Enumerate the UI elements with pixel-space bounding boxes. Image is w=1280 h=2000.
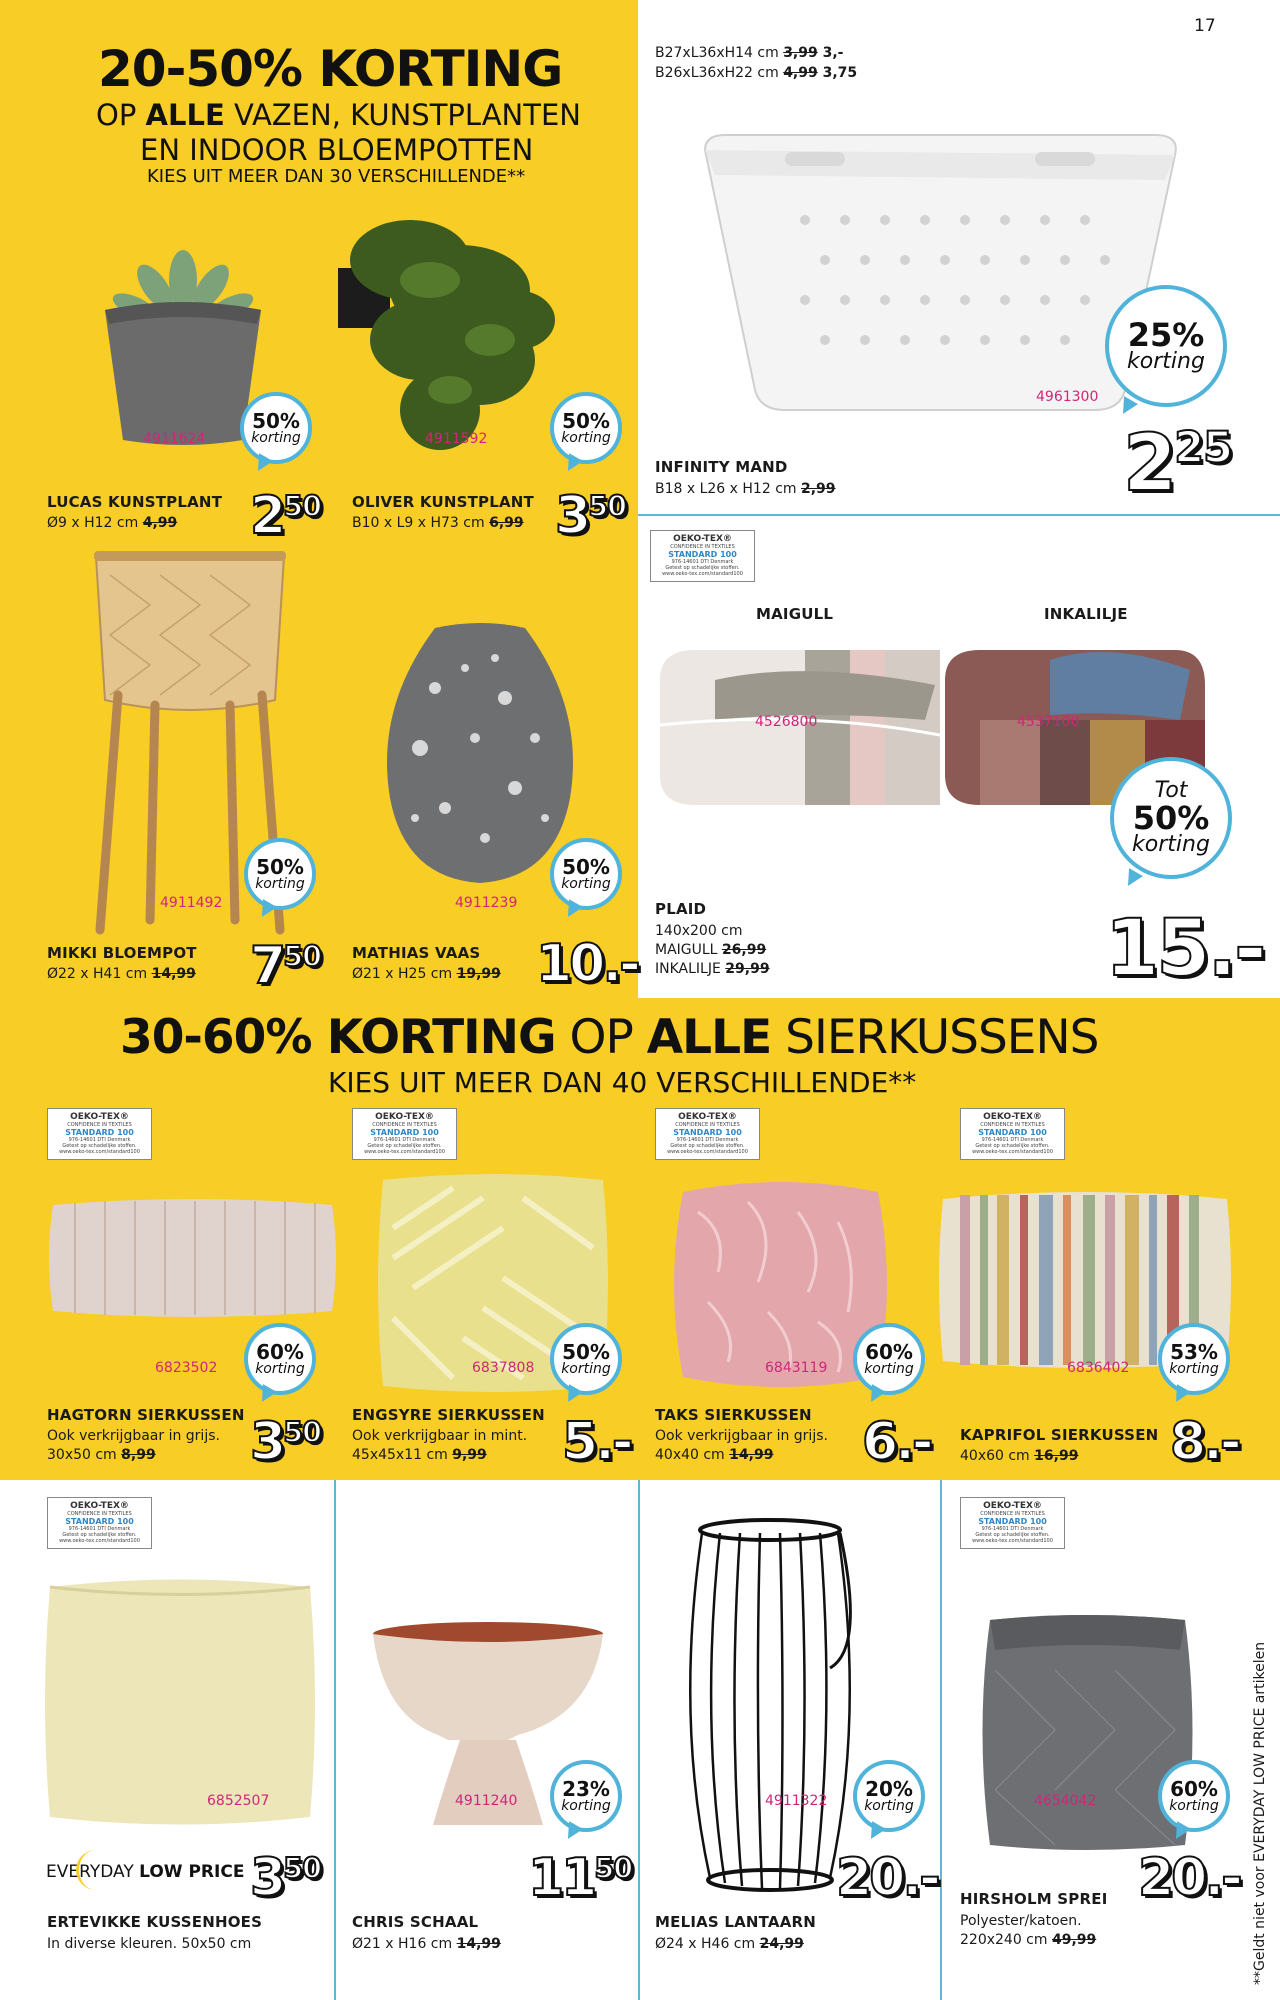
product-variant-price: MAIGULL 26,99 xyxy=(655,942,767,958)
price: $3^{50}$ xyxy=(250,1412,321,1472)
price: 10.- xyxy=(536,934,638,994)
discount-badge: Tot 50% korting xyxy=(1110,757,1232,879)
mathias-vase-image xyxy=(375,618,585,888)
article-number: 6823502 xyxy=(155,1360,218,1376)
price: 5.- xyxy=(562,1412,631,1472)
promo-note: KIES UIT MEER DAN 40 VERSCHILLENDE** xyxy=(328,1066,917,1099)
discount-badge: 60% korting xyxy=(1158,1760,1230,1832)
page-number: 17 xyxy=(1194,16,1216,36)
discount-badge: 50% korting xyxy=(240,392,312,464)
product-dims: Ø21 x H25 cm 19,99 xyxy=(352,966,501,982)
article-number: 6837808 xyxy=(472,1360,535,1376)
oeko-tex-label: OEKO-TEX® CONFIDENCE IN TEXTILES STANDARD 100 976-14601 DTI Denmark Getest op schadelijke stoffen. www.oeko-tex.com/standard100 xyxy=(352,1108,457,1160)
product-dims: 40x60 cm 16,99 xyxy=(960,1448,1079,1464)
melias-lantern-image xyxy=(680,1518,870,1898)
product-name: HIRSHOLM SPREI xyxy=(960,1890,1108,1908)
divider xyxy=(334,1480,336,2000)
product-name: INFINITY MAND xyxy=(655,458,788,476)
article-number: 4911240 xyxy=(455,1793,518,1809)
article-number: 6843119 xyxy=(765,1360,828,1376)
price: 15.- xyxy=(1105,904,1264,994)
article-number: 6836402 xyxy=(1067,1360,1130,1376)
product-note: Polyester/katoen. xyxy=(960,1913,1082,1929)
divider xyxy=(940,1480,942,2000)
article-number: 4911239 xyxy=(455,895,518,911)
product-dims: B10 x L9 x H73 cm 6,99 xyxy=(352,515,524,531)
product-name: MIKKI BLOEMPOT xyxy=(47,944,197,962)
product-dims: 45x45x11 cm 9,99 xyxy=(352,1447,487,1463)
divider xyxy=(638,1480,640,2000)
discount-badge: 60% korting xyxy=(244,1323,316,1395)
product-dims: 140x200 cm xyxy=(655,923,743,939)
price: 8.- xyxy=(1170,1412,1239,1472)
product-name: KAPRIFOL SIERKUSSEN xyxy=(960,1426,1159,1444)
product-dims: 30x50 cm 8,99 xyxy=(47,1447,156,1463)
product-name: MELIAS LANTAARN xyxy=(655,1913,817,1931)
article-number: 4654042 xyxy=(1034,1793,1097,1809)
discount-badge: 20% korting xyxy=(853,1760,925,1832)
discount-badge: 60% korting xyxy=(853,1323,925,1395)
price: $11^{50}$ xyxy=(528,1848,633,1908)
oeko-tex-label: OEKO-TEX® CONFIDENCE IN TEXTILES STANDARD 100 976-14601 DTI Denmark Getest op schadelijke stoffen. www.oeko-tex.com/standard100 xyxy=(960,1108,1065,1160)
article-number: 4526800 xyxy=(755,714,818,730)
oeko-tex-label: OEKO-TEX® CONFIDENCE IN TEXTILES STANDARD 100 976-14601 DTI Denmark Getest op schadelijke stoffen. www.oeko-tex.com/standard100 xyxy=(650,530,755,582)
product-name: ERTEVIKKE KUSSENHOES xyxy=(47,1913,263,1931)
price: $2^{25}$ xyxy=(1123,419,1232,509)
discount-badge: 50% korting xyxy=(550,1323,622,1395)
price: $7^{50}$ xyxy=(250,936,321,996)
discount-badge: 50% korting xyxy=(244,838,316,910)
price: $3^{50}$ xyxy=(250,1848,321,1908)
product-dims: Ø21 x H16 cm 14,99 xyxy=(352,1936,501,1952)
promo-note: KIES UIT MEER DAN 30 VERSCHILLENDE** xyxy=(147,166,526,187)
product-name: OLIVER KUNSTPLANT xyxy=(352,493,534,511)
product-name: ENGSYRE SIERKUSSEN xyxy=(352,1406,545,1424)
promo-subline: OP ALLE VAZEN, KUNSTPLANTEN xyxy=(96,98,581,132)
product-name: PLAID xyxy=(655,900,707,918)
product-dims: B18 x L26 x H12 cm 2,99 xyxy=(655,481,836,497)
product-dims: 40x40 cm 14,99 xyxy=(655,1447,774,1463)
price: $2^{50}$ xyxy=(250,486,321,546)
hagtorn-cushion-image xyxy=(45,1193,340,1323)
discount-badge: 50% korting xyxy=(550,392,622,464)
price: $3^{50}$ xyxy=(555,486,626,546)
divider xyxy=(638,514,1280,516)
discount-badge: 25% korting xyxy=(1105,285,1227,407)
product-name: HAGTORN SIERKUSSEN xyxy=(47,1406,245,1424)
article-number: 4911322 xyxy=(765,1793,828,1809)
product-dims: 220x240 cm 49,99 xyxy=(960,1932,1097,1948)
variant-label: INKALILJE xyxy=(1044,605,1128,623)
product-dims: Ø24 x H46 cm 24,99 xyxy=(655,1936,804,1952)
oliver-plant-image xyxy=(330,200,580,460)
product-name: TAKS SIERKUSSEN xyxy=(655,1406,812,1424)
discount-badge: 23% korting xyxy=(550,1760,622,1832)
size-option: B27xL36xH14 cm 3,99 3,- xyxy=(655,45,844,61)
price: 20.- xyxy=(1138,1848,1240,1908)
product-name: MATHIAS VAAS xyxy=(352,944,481,962)
size-option: B26xL36xH22 cm 4,99 3,75 xyxy=(655,65,858,81)
price: 20.- xyxy=(836,1848,938,1908)
promo-subline: EN INDOOR BLOEMPOTTEN xyxy=(140,133,534,167)
everyday-low-price-logo: EVERYDAY LOW PRICE xyxy=(46,1862,244,1882)
oeko-tex-label: OEKO-TEX® CONFIDENCE IN TEXTILES STANDARD 100 976-14601 DTI Denmark Getest op schadelijke stoffen. www.oeko-tex.com/standard100 xyxy=(655,1108,760,1160)
product-note: Ook verkrijgbaar in grijs. xyxy=(47,1428,220,1444)
product-note: Ook verkrijgbaar in mint. xyxy=(352,1428,528,1444)
price: 6.- xyxy=(862,1412,931,1472)
discount-badge: 50% korting xyxy=(550,838,622,910)
product-note: Ook verkrijgbaar in grijs. xyxy=(655,1428,828,1444)
variant-label: MAIGULL xyxy=(756,605,834,623)
product-note: In diverse kleuren. 50x50 cm xyxy=(47,1936,252,1952)
product-dims: Ø22 x H41 cm 14,99 xyxy=(47,966,196,982)
promo-headline: 20-50% KORTING xyxy=(98,40,563,98)
product-name: LUCAS KUNSTPLANT xyxy=(47,493,223,511)
article-number: 4961300 xyxy=(1036,389,1099,405)
article-number: 4911592 xyxy=(425,431,488,447)
oeko-tex-label: OEKO-TEX® CONFIDENCE IN TEXTILES STANDARD 100 976-14601 DTI Denmark Getest op schadelijke stoffen. www.oeko-tex.com/standard100 xyxy=(47,1497,152,1549)
article-number: 4911492 xyxy=(160,895,223,911)
discount-badge: 53% korting xyxy=(1158,1323,1230,1395)
oeko-tex-label: OEKO-TEX® CONFIDENCE IN TEXTILES STANDARD 100 976-14601 DTI Denmark Getest op schadelijke stoffen. www.oeko-tex.com/standard100 xyxy=(47,1108,152,1160)
promo-headline: 30-60% KORTING OP ALLE SIERKUSSENS xyxy=(120,1010,1099,1065)
article-number: 4911624 xyxy=(143,431,206,447)
ertevikke-cushion-image xyxy=(40,1572,320,1832)
product-name: CHRIS SCHAAL xyxy=(352,1913,479,1931)
article-number: 4537100 xyxy=(1017,714,1080,730)
footnote: **Geldt niet voor EVERYDAY LOW PRICE artikelen xyxy=(1252,1641,1268,1985)
oeko-tex-label: OEKO-TEX® CONFIDENCE IN TEXTILES STANDARD 100 976-14601 DTI Denmark Getest op schadelijke stoffen. www.oeko-tex.com/standard100 xyxy=(960,1497,1065,1549)
article-number: 6852507 xyxy=(207,1793,270,1809)
product-dims: Ø9 x H12 cm 4,99 xyxy=(47,515,178,531)
product-variant-price: INKALILJE 29,99 xyxy=(655,961,770,977)
